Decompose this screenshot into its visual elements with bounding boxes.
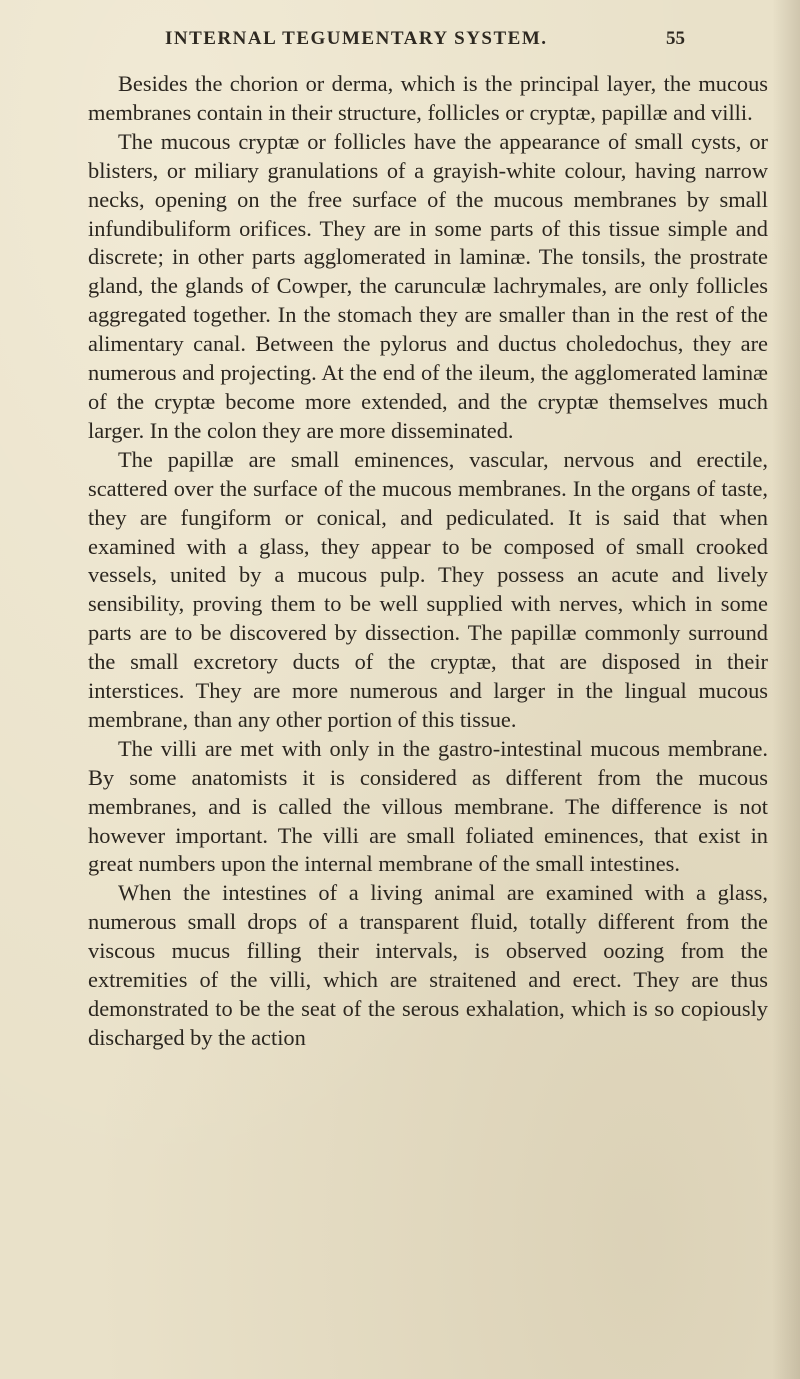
paragraph-2: The mucous cryptæ or follicles have the appearance of small cysts, or blisters, or miliary granulations of a grayish-white colour, having narrow necks, opening on the free surface of the mucous membranes by small infundibuliform orifices. They are in some parts of this tissue simple and discrete; in other parts agglomerated in laminæ. The tonsils, the prostrate gland, the glands of Cowper, the carunculæ lachrymales, are only follicles aggregated together. In the stomach they are smaller than in the rest of the alimentary canal. Between the pylorus and ductus choledochus, they are numerous and projecting. At the end of the ileum, the agglomerated laminæ of the cryptæ become more extended, and the cryptæ themselves much larger. In the colon they are more disseminated. xyxy=(88,128,768,443)
body-text xyxy=(88,70,768,1053)
page-number: 55 xyxy=(666,28,685,49)
running-title: INTERNAL TEGUMENTARY SYSTEM. xyxy=(165,28,548,49)
paragraph-4: The villi are met with only in the gastro-intestinal mucous membrane. By some anatomists it is considered as different from the mucous membranes, and is called the villous membrane. The difference is not however important. The villi are small foliated eminences, that exist in great numbers upon the internal membrane of the small intestines. xyxy=(88,735,768,877)
paragraph-5: When the intestines of a living animal are examined with a glass, numerous small drops of a transparent fluid, totally different from the viscous mucus filling their intervals, is observed oozing from the extremities of the villi, which are straitened and erect. They are thus demonstrated to be the seat of the serous exhalation, which is so copiously discharged by the action xyxy=(88,880,768,1050)
running-head xyxy=(165,28,685,54)
paragraph-3: The papillæ are small eminences, vascular, nervous and erectile, scattered over the surface of the mucous membranes. In the organs of taste, they are fungiform or conical, and pediculated. It is said that when examined with a glass, they appear to be composed of small crooked vessels, united by a mucous pulp. They possess an acute and lively sensibility, proving them to be well supplied with nerves, which in some parts are to be discovered by dissection. The papillæ commonly surround the small excretory ducts of the cryptæ, that are disposed in their interstices. They are more numerous and larger in the lingual mucous membrane, than any other portion of this tissue. xyxy=(88,446,768,732)
page-edge-shadow xyxy=(772,0,800,1379)
paragraph-1: Besides the chorion or derma, which is the principal layer, the mucous membranes contain in their structure, follicles or cryptæ, papillæ and villi. xyxy=(88,71,768,125)
